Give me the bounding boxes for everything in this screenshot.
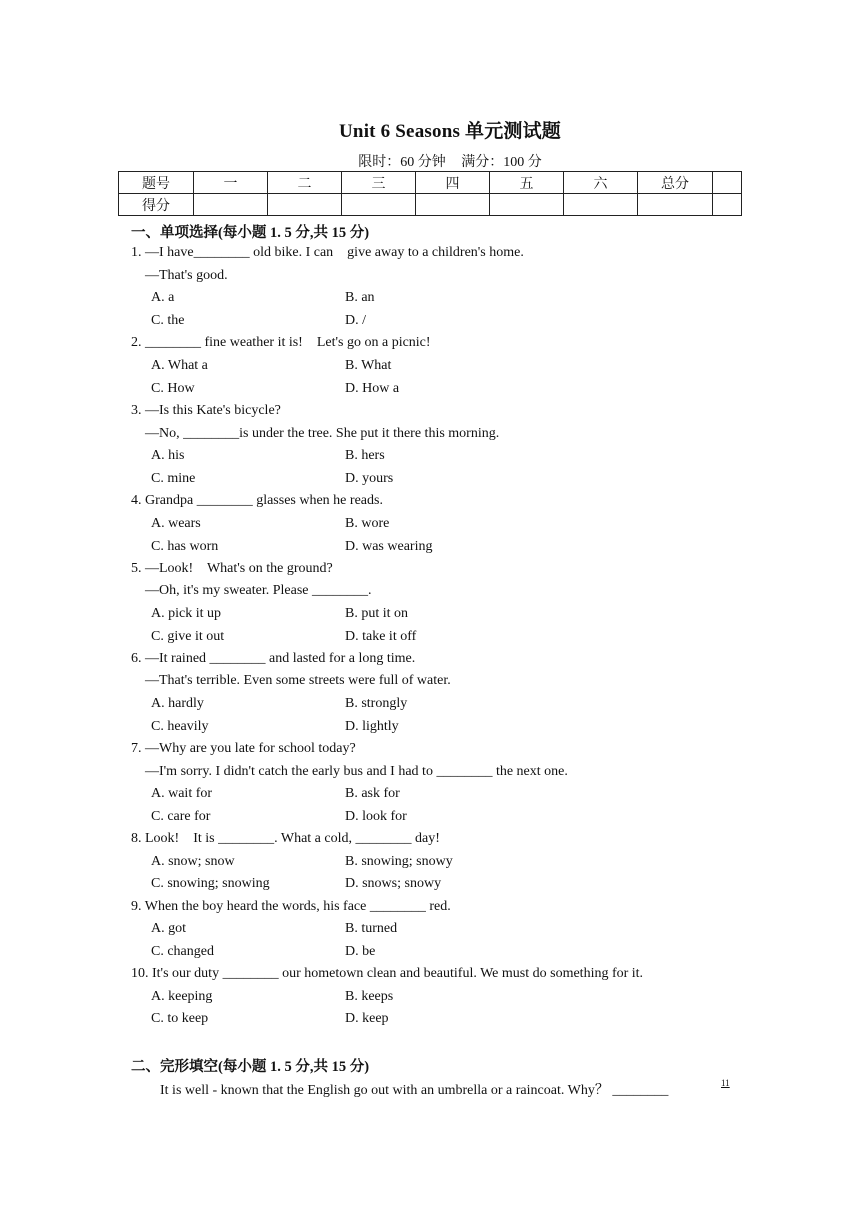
option-a: A. What a: [151, 358, 208, 373]
option-b: B. ask for: [345, 786, 400, 801]
option-b: B. wore: [345, 516, 390, 531]
option-d: D. keep: [345, 1011, 389, 1026]
option-b: B. turned: [345, 921, 398, 936]
option-d: D. /: [345, 313, 366, 328]
question-stem: 8. Look! It is ________. What a cold, ________ day!: [131, 831, 440, 846]
score-cell[interactable]: [490, 194, 564, 216]
header-cell: 二: [268, 172, 342, 194]
score-table-score-row: [119, 194, 742, 216]
option-b: B. put it on: [345, 606, 409, 621]
header-cell: 三: [342, 172, 416, 194]
header-cell: 五: [490, 172, 564, 194]
option-a: A. hardly: [151, 696, 204, 711]
header-cell: 一: [194, 172, 268, 194]
option-b: B. keeps: [345, 989, 394, 1004]
option-a: A. keeping: [151, 989, 213, 1004]
score-cell[interactable]: [564, 194, 638, 216]
question-stem: 9. When the boy heard the words, his face ________ red.: [131, 899, 451, 914]
score-table: [118, 171, 742, 216]
question-stem-reply: —Oh, it's my sweater. Please ________.: [145, 583, 372, 598]
option-a: A. wait for: [151, 786, 213, 801]
option-c: C. How: [151, 381, 195, 396]
question-stem: 3. —Is this Kate's bicycle?: [131, 403, 281, 418]
option-b: B. hers: [345, 448, 385, 463]
option-c: C. heavily: [151, 719, 209, 734]
option-c: C. mine: [151, 471, 196, 486]
full-score: 满分：100 分: [461, 155, 542, 170]
score-row-label: 得分: [119, 194, 194, 216]
option-d: D. was wearing: [345, 539, 433, 554]
section1-title: 一、单项选择(每小题 1. 5 分,共 15 分): [131, 225, 370, 241]
question-stem-reply: —I'm sorry. I didn't catch the early bus and I had to ________ the next one.: [145, 764, 568, 779]
header-cell: 总分: [638, 172, 713, 194]
option-d: D. lightly: [345, 719, 399, 734]
option-a: A. pick it up: [151, 606, 221, 621]
option-b: B. What: [345, 358, 392, 373]
option-c: C. care for: [151, 809, 211, 824]
option-a: A. got: [151, 921, 186, 936]
option-a: A. snow; snow: [151, 854, 235, 869]
question-stem: 2. ________ fine weather it is! Let's go on a picnic!: [131, 335, 431, 350]
time-limit: 限时：60 分钟: [358, 155, 446, 170]
score-cell[interactable]: [713, 194, 742, 216]
question-stem: 6. —It rained ________ and lasted for a long time.: [131, 651, 416, 666]
question-stem: 10. It's our duty ________ our hometown clean and beautiful. We must do something for it.: [131, 966, 644, 981]
question-stem-reply: —That's good.: [145, 268, 228, 283]
score-cell[interactable]: [194, 194, 268, 216]
question-stem-reply: —No, ________is under the tree. She put it there this morning.: [145, 426, 500, 441]
option-c: C. has worn: [151, 539, 219, 554]
score-cell[interactable]: [638, 194, 713, 216]
cloze-paragraph: It is well - known that the English go out with an umbrella or a raincoat. Why？ ________: [160, 1083, 669, 1098]
question-stem: 4. Grandpa ________ glasses when he reads.: [131, 493, 383, 508]
question-stem: 7. —Why are you late for school today?: [131, 741, 356, 756]
blank-number: 11: [721, 1078, 730, 1088]
header-cell: [713, 172, 742, 194]
header-cell: 四: [416, 172, 490, 194]
document-title: Unit 6 Seasons 单元测试题: [339, 121, 561, 142]
time-and-score-line: [0, 151, 860, 171]
option-d: D. look for: [345, 809, 407, 824]
score-cell[interactable]: [342, 194, 416, 216]
score-cell[interactable]: [268, 194, 342, 216]
option-c: C. changed: [151, 944, 214, 959]
option-c: C. the: [151, 313, 185, 328]
header-cell: 六: [564, 172, 638, 194]
option-c: C. to keep: [151, 1011, 209, 1026]
question-stem: 1. —I have________ old bike. I can give away to a children's home.: [131, 245, 524, 260]
option-d: D. snows; snowy: [345, 876, 442, 891]
option-b: B. an: [345, 290, 375, 305]
option-a: A. his: [151, 448, 185, 463]
option-c: C. snowing; snowing: [151, 876, 270, 891]
option-d: D. How a: [345, 381, 400, 396]
option-b: B. snowing; snowy: [345, 854, 453, 869]
option-c: C. give it out: [151, 629, 225, 644]
option-a: A. wears: [151, 516, 201, 531]
section2-title: 二、完形填空(每小题 1. 5 分,共 15 分): [131, 1059, 370, 1075]
score-table-header-row: [119, 172, 742, 194]
option-d: D. yours: [345, 471, 394, 486]
question-stem: 5. —Look! What's on the ground?: [131, 561, 333, 576]
question-stem-reply: —That's terrible. Even some streets were full of water.: [145, 673, 451, 688]
option-d: D. be: [345, 944, 376, 959]
option-b: B. strongly: [345, 696, 408, 711]
option-d: D. take it off: [345, 629, 417, 644]
option-a: A. a: [151, 290, 175, 305]
header-cell: 题号: [119, 172, 194, 194]
score-cell[interactable]: [416, 194, 490, 216]
